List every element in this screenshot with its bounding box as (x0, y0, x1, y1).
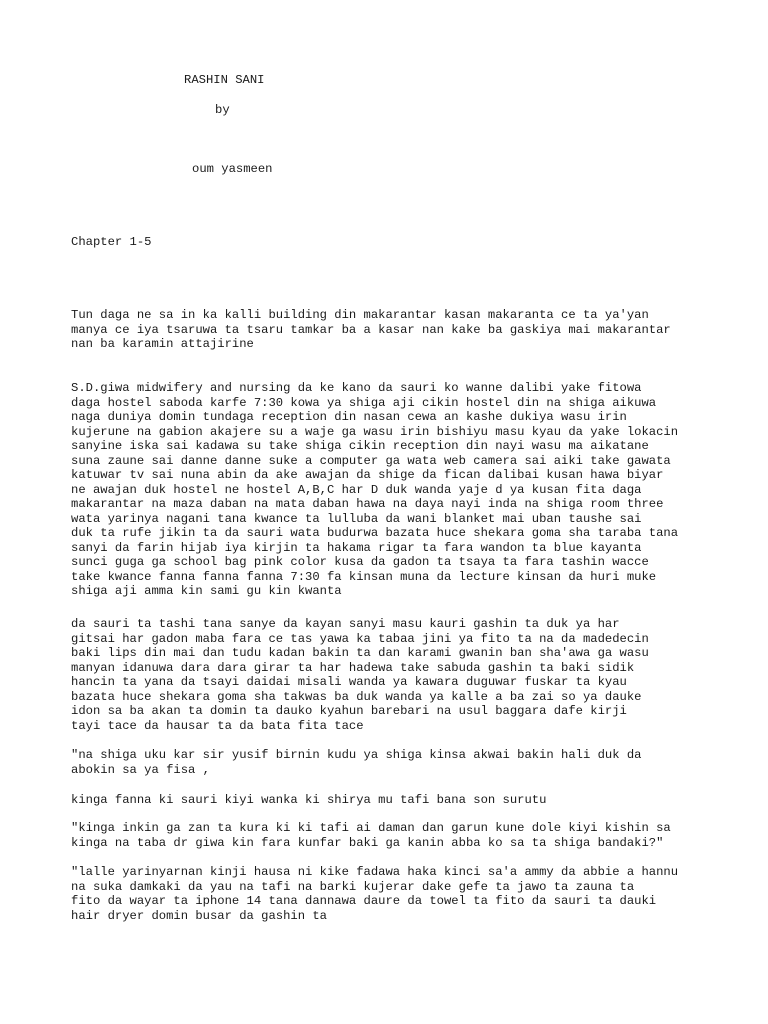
paragraph: Tun daga ne sa in ka kalli building din makarantar kasan makaranta ce ta ya'yan manya ce iya tsaruwa ta tsaru tamkar ba a kasar nan kake ba gaskiya mai makarantar nan ba karamin attajirine (71, 308, 671, 351)
story-title: RASHIN SANI (184, 73, 265, 87)
paragraph: "lalle yarinyarnan kinji hausa ni kike fadawa haka kinci sa'a ammy da abbie a hannu na suka damkaki da yau na tafi na barki kujerar dake gefe ta jawo ta zauna ta fito da wayar ta iphone 14 tana dannawa daure da towel ta fito da sauri ta dauki hair dryer domin busar da gashin ta (71, 865, 679, 923)
byline-label: by (215, 103, 230, 117)
chapter-heading: Chapter 1-5 (71, 235, 152, 249)
paragraph: "kinga inkin ga zan ta kura ki ki tafi ai daman dan garun kune dole kiyi kishin sa kinga na taba dr giwa kin fara kunfar baki ga kanin abba ko sa ta shiga bandaki?" (71, 821, 671, 850)
paragraph: "na shiga uku kar sir yusif birnin kudu ya shiga kinsa akwai bakin hali duk da abokin sa ya fisa , (71, 748, 642, 777)
paragraph: da sauri ta tashi tana sanye da kayan sanyi masu kauri gashin ta duk ya har gitsai har gadon maba fara ce tas yawa ka tabaa jini ya fito ta na da madedecin baki lips din mai dan tudu kadan bakin ta dan karami gwanin ban sha'awa ga wasu manyan idanuwa dara dara girar ta har hadewa take sabuda gashin ta baki sidik hancin ta yana da tsayi daidai misali wanda ya kawara duguwar fuskar ta kyau bazata huce shekara goma sha takwas ba duk wanda ya kalle a ba zai so ya dauke idon sa ba akan ta domin ta dauko kyahun barebari na usul baggara dafe kirji tayi tace da hausar ta da bata fita tace (71, 617, 649, 733)
author-name: oum yasmeen (192, 162, 273, 176)
paragraph: kinga fanna ki sauri kiyi wanka ki shirya mu tafi bana son surutu (71, 793, 547, 807)
paragraph: S.D.giwa midwifery and nursing da ke kano da sauri ko wanne dalibi yake fitowa daga hostel saboda karfe 7:30 kowa ya shiga aji cikin hostel din na shiga aikuwa naga duniya domin tundaga reception din nasan cewa an kashe dukiya wasu irin kujerune na gabion akajere su a waje ga wasu irin bishiyu masu kyau da yake lokacin sanyine iska sai kadawa su take shiga cikin reception din nayi wasu ma aikatane suna zaune sai danne danne suke a computer ga wata web camera sai aiki take gawata katuwar tv sai nuna abin da ake awajan da shige da fican dalibai kusan hawa biyar ne awajan duk hostel ne hostel A,B,C har D duk wanda yaje d ya kusan fita daga makarantar na maza daban na mata daban hawa na daya nayi inda na shiga room three wata yarinya nagani tana kwance ta lulluba da wani blanket mai uban taushe sai duk ta rufe jikin ta da sauri wata budurwa bazata huce shekara goma sha taraba tana sanyi da farin hijab iya kirjin ta hakama rigar ta fara wandon ta blue kayanta sunci guga ga school bag pink color kusa da gadon ta tsaya ta fara tashin wacce take kwance fanna fanna fanna 7:30 fa kinsan muna da lecture kinsan da huri muke shiga aji amma kin sami gu kin kwanta (71, 381, 679, 598)
